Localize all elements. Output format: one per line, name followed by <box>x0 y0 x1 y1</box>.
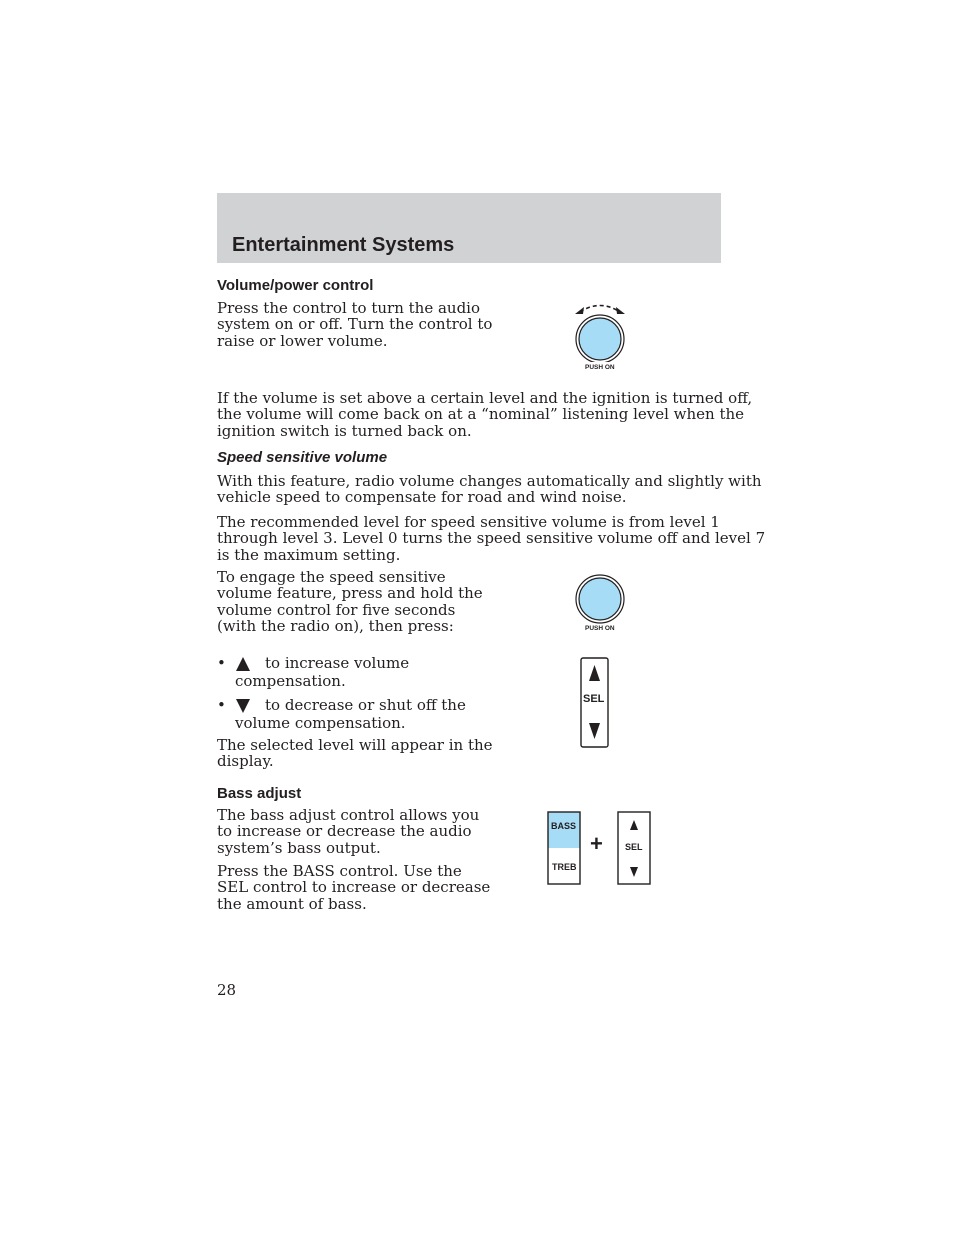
speed-para-1: With this feature, radio volume changes automatically and slightly with vehicle speed to compensate for road and wind noise. <box>217 472 762 507</box>
bass-para-1: The bass adjust control allows you to increase or decrease the audio system’s bass output. <box>217 806 480 857</box>
speed-para-3: To engage the speed sensitive volume feature, press and hold the volume control for five seconds (with the radio on), then press: <box>217 568 483 636</box>
bass-label: BASS <box>551 821 577 831</box>
speed-knob-figure <box>570 572 630 636</box>
volume-heading: Volume/power control <box>217 277 374 294</box>
speed-para-2: The recommended level for speed sensitive volume is from level 1 through level 3. Level 0 turns the speed sensitive volume off and level 7 is the maximum setting. <box>217 513 766 564</box>
sel-label: SEL <box>625 842 643 852</box>
plus-sign: + <box>590 831 603 856</box>
push-on-label: PUSH ON <box>585 625 615 632</box>
volume-knob-figure <box>564 300 636 376</box>
bass-para-2: Press the BASS control. Use the SEL control to increase or decrease the amount of bass. <box>217 862 491 913</box>
up-arrow-icon <box>235 656 251 672</box>
section-title: Entertainment Systems <box>232 234 455 256</box>
nominal-volume-text: If the volume is set above a certain level and the ignition is turned off, the volume will come back on at a “nominal” listening level when the ignition switch is turned back on. <box>217 389 753 440</box>
bass-sel-rocker-figure <box>617 811 651 885</box>
sel-label: SEL <box>583 693 605 705</box>
volume-intro: Press the control to turn the audio system on or off. Turn the control to raise or lower volume. <box>217 299 493 350</box>
push-on-label: PUSH ON <box>585 364 615 371</box>
bass-heading: Bass adjust <box>217 785 302 802</box>
speed-sensitive-heading: Speed sensitive volume <box>217 449 388 466</box>
volume-knob-icon <box>570 572 630 626</box>
page-number: 28 <box>217 981 237 999</box>
treb-label: TREB <box>552 862 577 872</box>
bullet-increase: • to increase volume compensation. <box>217 654 410 690</box>
header-band <box>217 193 721 263</box>
bullet-decrease: • to decrease or shut off the volume compensation. <box>217 696 466 732</box>
sel-rocker-figure <box>580 657 608 747</box>
bass-treb-button-figure <box>547 811 581 885</box>
selected-level-text: The selected level will appear in the display. <box>217 736 493 771</box>
volume-knob-icon <box>564 300 636 362</box>
down-arrow-icon <box>235 698 251 714</box>
